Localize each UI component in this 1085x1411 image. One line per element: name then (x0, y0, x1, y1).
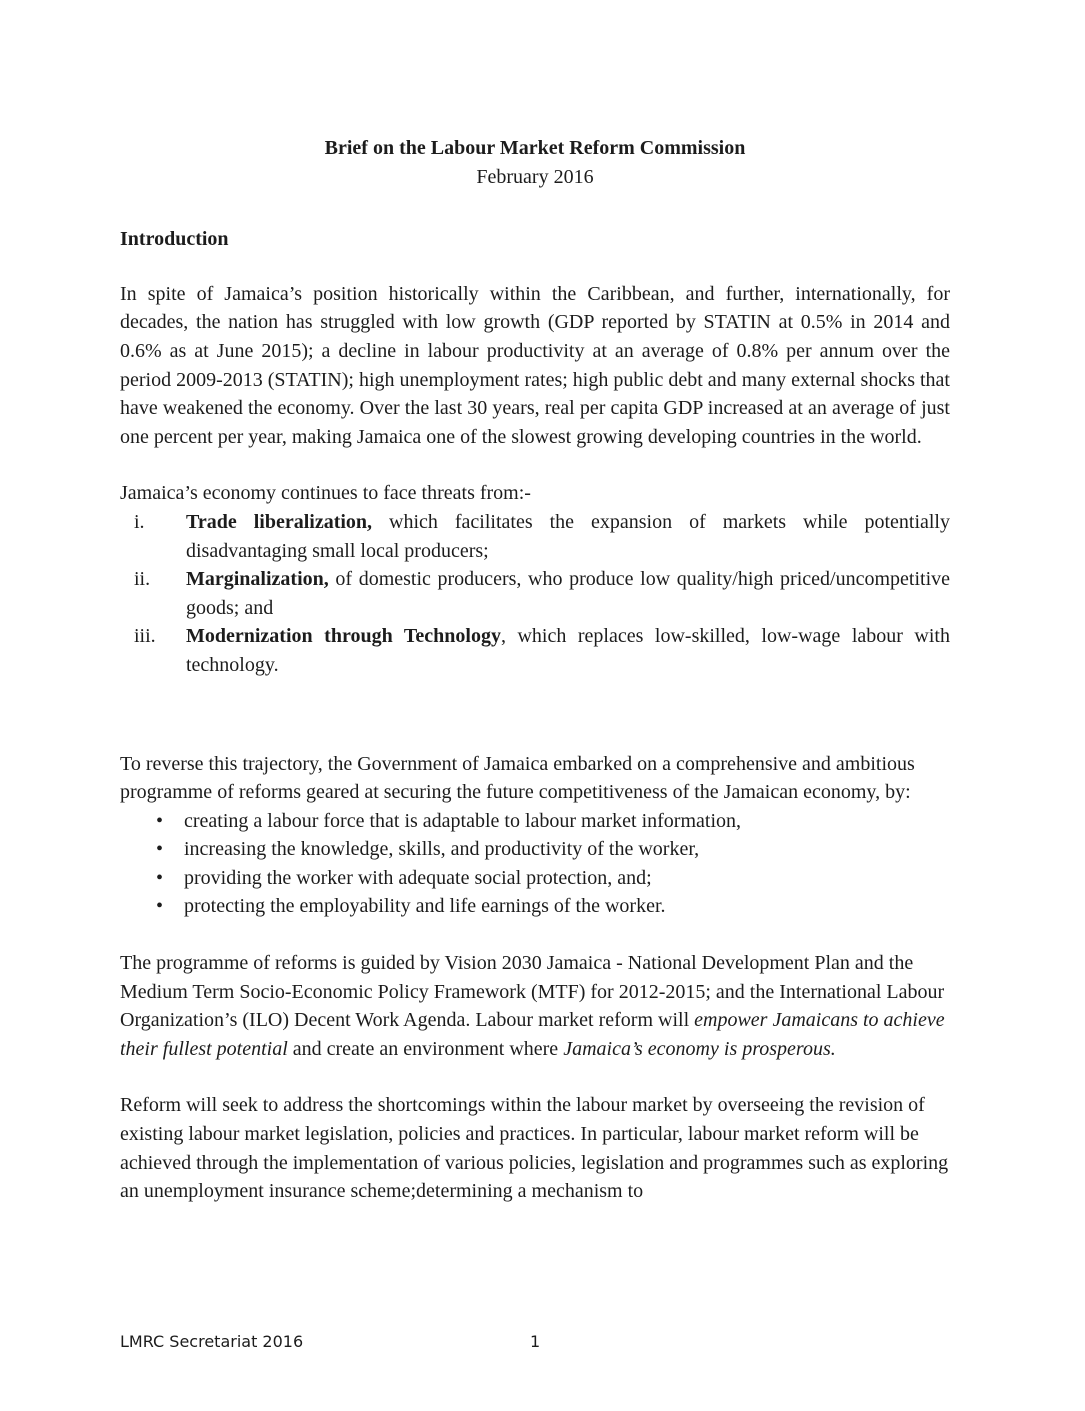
programme-text-1: The programme of reforms is guided by Vision 2030 Jamaica - National Development Plan and the Medium Term Socio-Economic Policy Framework (MTF) for 2012-2015; and the International Labour Organization’s (ILO) Decent Work Agenda. Labour market reform will (120, 952, 945, 1032)
list-item (120, 864, 950, 893)
threat-text: of domestic producers, who produce low quality/high priced/uncompetitive goods; and (186, 568, 950, 619)
bullet-icon: • (156, 838, 164, 861)
list-item (120, 508, 950, 565)
programme-paragraph (120, 949, 950, 1063)
list-item (120, 892, 950, 921)
goal-text: protecting the employability and life earnings of the worker. (184, 895, 666, 918)
list-numeral: ii. (134, 568, 151, 591)
threat-text: , which replaces low-skilled, low-wage labour with technology. (186, 625, 950, 676)
goal-text: increasing the knowledge, skills, and productivity of the worker, (184, 838, 700, 861)
programme-italic-1: empower Jamaicans to achieve their fullest potential (120, 1009, 945, 1060)
list-numeral: i. (134, 510, 145, 533)
bullet-icon: • (156, 895, 164, 918)
list-item (120, 565, 950, 622)
threats-list (120, 508, 950, 680)
intro-paragraph: In spite of Jamaica’s position historically within the Caribbean, and further, internationally, for decades, the nation has struggled with low growth (GDP reported by STATIN at 0.5% in 2014 and 0.6% as at June 2015); a decline in labour productivity at an average of 0.8% per annum over the period 2009-2013 (STATIN); high unemployment rates; high public debt and many external shocks that have weakened the economy. Over the last 30 years, real per capita GDP increased at an average of just one percent per year, making Jamaica one of the slowest growing developing countries in the world. (120, 282, 950, 448)
document-page (120, 134, 950, 1234)
programme-text-2: and create an environment where (287, 1037, 564, 1060)
footer-secretariat: LMRC Secretariat 2016 (120, 1332, 304, 1351)
goal-text: providing the worker with adequate social protection, and; (184, 866, 652, 889)
threat-term: Trade liberalization, (186, 510, 373, 533)
bullet-icon: • (156, 809, 164, 832)
programme-italic-2: Jamaica’s economy is prosperous. (563, 1037, 836, 1060)
document-title: Brief on the Labour Market Reform Commission (324, 137, 746, 159)
threat-term: Modernization through Technology (186, 625, 501, 648)
threat-term: Marginalization, (186, 568, 329, 591)
list-item (120, 807, 950, 836)
list-item (120, 835, 950, 864)
title-block (120, 134, 950, 191)
reform-goals-list (120, 807, 950, 921)
page-number: 1 (530, 1332, 541, 1351)
threats-intro: Jamaica’s economy continues to face threats from:- (120, 482, 531, 505)
list-item (120, 622, 950, 679)
bullet-icon: • (156, 866, 164, 889)
goal-text: creating a labour force that is adaptable to labour market information, (184, 809, 742, 832)
reform-intro: To reverse this trajectory, the Government of Jamaica embarked on a comprehensive and ambitious programme of reforms geared at securing the future competitiveness of the Jamaican economy, by: (120, 752, 915, 804)
reform-paragraph: Reform will seek to address the shortcomings within the labour market by overseeing the revision of existing labour market legislation, policies and practices. In particular, labour market reform will be achieved through the implementation of various policies, legislation and programmes such as exploring an unemployment insurance scheme;determining a mechanism to (120, 1094, 949, 1203)
threat-text: which facilitates the expansion of markets while potentially disadvantaging small local producers; (186, 510, 950, 562)
document-date: February 2016 (476, 165, 594, 188)
section-heading-introduction: Introduction (120, 228, 229, 251)
list-numeral: iii. (134, 625, 156, 648)
